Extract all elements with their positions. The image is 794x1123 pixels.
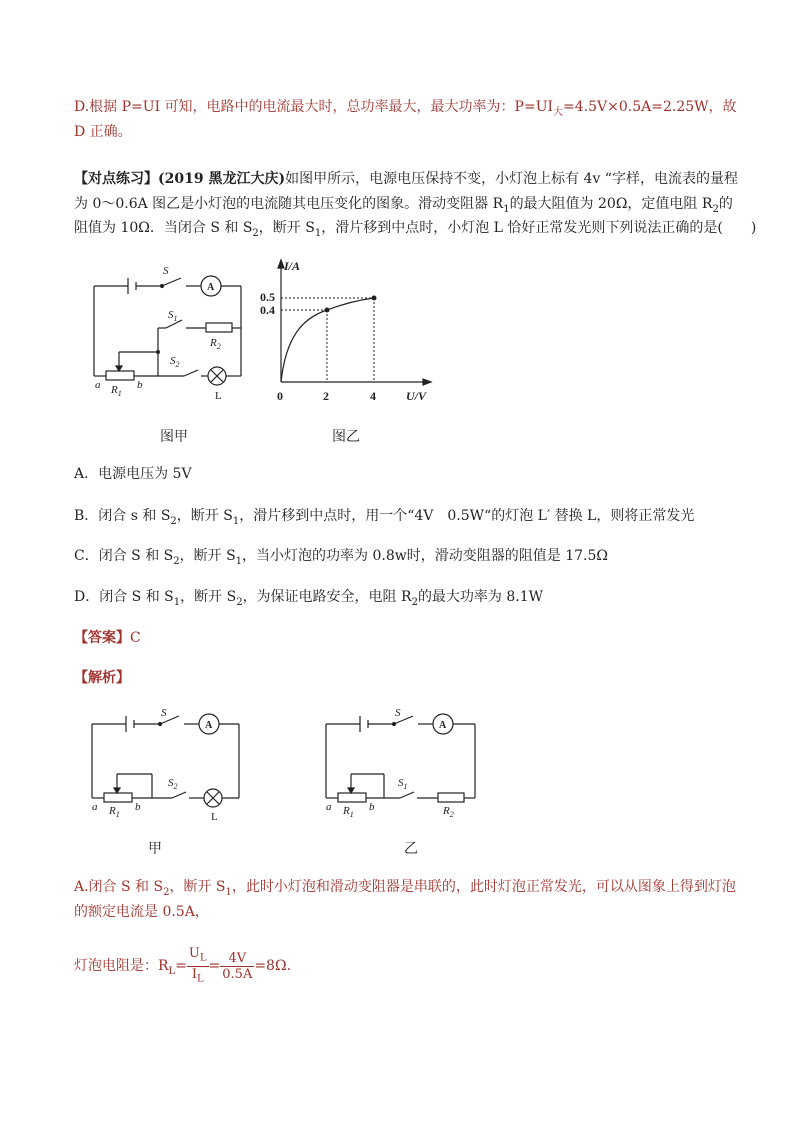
y-tick-0.5: 0.5 [260,290,275,304]
x-tick-4: 4 [370,389,376,403]
question-line1: 【对点练习】(2019 黑龙江大庆)如图甲所示，电源电压保持不变，小灯泡上标有 4v “字样，电流表的量程 [74,171,738,187]
label-r1: $R_1$ [111,384,122,398]
x-tick-0: 0 [277,389,283,403]
graph-ylabel: I/A [284,259,301,273]
svg-text:S2: $S_2$ [168,777,178,791]
analysis-line1: A.闭合 S 和 $S_2$，断开 $S_1$，此时小灯泡和滑动变阻器是串联的，此时灯泡正常发光，可以从图象上得到灯泡 [74,879,736,898]
svg-text:b: b [135,801,141,813]
svg-text:b: b [369,801,375,813]
svg-text:R1: $R_1$ [109,805,120,819]
svg-text:a: a [326,801,332,813]
iu-graph [258,256,438,406]
fraction-4v-05a: $\frac{4V}{0.5A}$ [222,950,253,982]
label-a: a [95,379,101,391]
svg-text:a: a [92,801,98,813]
practice-tag: 【对点练习】 [74,171,158,187]
svg-text:S: S [395,707,401,719]
analysis-line2: 的额定电流是 0.5A， [74,904,209,920]
svg-text:S1: $S_1$ [398,777,408,791]
analysis-circuit-yi [318,706,488,826]
label-l: L [215,390,222,402]
label-r2: $R_2$ [210,337,221,351]
label-b: b [137,379,143,391]
caption-jia: 图甲 [160,429,188,445]
question-line2: 为 0～0.6A 图乙是小灯泡的电流随其电压变化的图象。滑动变阻器 $R_1$的最大阻值为 20Ω，定值电阻 $R_2$的 [74,196,733,215]
x-tick-2: 2 [323,389,329,403]
option-b: B．闭合 s 和 $S_2$，断开 $S_1$，滑片移到中点时，用一个“4V 0.5W“的灯泡 L′ 替换 L，则将正常发光 [74,508,695,527]
option-c: C．闭合 S 和 $S_2$，断开 $S_1$，当小灯泡的功率为 0.8w时，滑动变阻器的阻值是 17.5Ω [74,548,608,567]
analysis-tag: 【解析】 [74,670,130,686]
caption-yi: 图乙 [332,429,360,445]
y-tick-0.4: 0.4 [260,303,275,317]
svg-text:A: A [205,720,213,731]
question-line3: 阻值为 10Ω．当闭合 S 和 $S_2$，断开 $S_1$，滑片移到中点时，小灯泡 L 恰好正常发光则下列说法正确的是( ) [74,220,757,239]
svg-text:S: S [161,707,167,719]
answer-value: C [130,630,141,646]
graph-xlabel: U/V [406,389,427,403]
svg-text:R1: $R_1$ [343,805,354,819]
answer-tag: 【答案】 [74,630,130,646]
label-s1: $S_1$ [168,309,178,323]
svg-text:A: A [439,720,447,731]
option-a: A．电源电压为 5V [74,466,192,482]
prev-option-d-line2: D 正确。 [74,124,132,140]
analysis-caption-jia: 甲 [148,841,162,857]
label-s2: $S_2$ [170,355,180,369]
option-d: D．闭合 S 和 $S_1$，断开 $S_2$，为保证电路安全，电阻 $R_2$的最大功率为 8.1W [74,589,544,608]
fraction-ul-il: $\frac{U_L}{I_L}$ [188,946,207,985]
prev-option-d-line1: D.根据 P=UI 可知，电路中的电流最大时，总功率最大，最大功率为：$P=UI_大=4.5V\times 0.5A=2.25W$，故 [74,99,737,118]
analysis-formula: 灯泡电阻是：$R_L=$ $\frac{U_L}{I_L}$ = $\frac{4V}{0.5A}$ =8Ω． [74,946,301,985]
question-source: (2019 黑龙江大庆) [158,171,286,187]
circuit-diagram-jia [86,256,256,406]
svg-text:L: L [211,811,218,823]
answer-line [74,627,141,649]
svg-text:R2: $R_2$ [443,805,454,819]
label-s: S [163,265,169,277]
label-ammeter: A [207,282,215,293]
analysis-circuit-jia [84,706,254,826]
analysis-caption-yi: 乙 [404,841,418,857]
